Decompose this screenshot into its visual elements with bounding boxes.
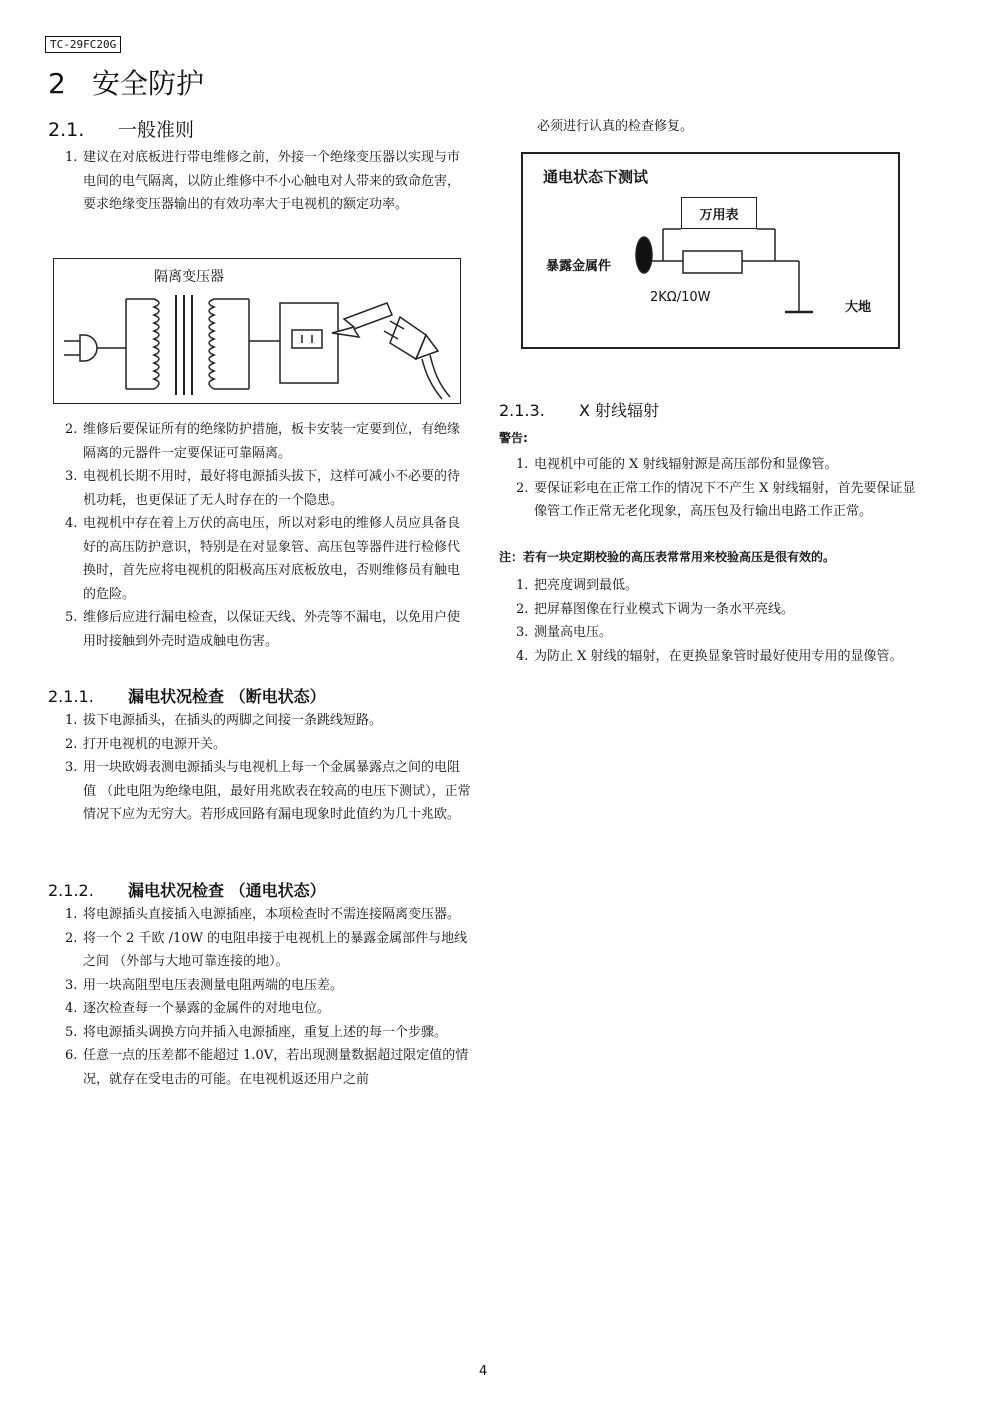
list-item: 3. 用一块高阻型电压表测量电阻两端的电压差。: [65, 977, 344, 993]
outlet-face: [292, 330, 322, 348]
list-item: 3. 用一块欧姆表测电源插头与电视机上每一个金属暴露点之间的电阻值 （此电阻为绝缘电阻，最好用兆欧表在较高的电压下测试），正常情况下应为无穷大。若形成回路有漏电现象时此值约为几十兆欧。: [65, 760, 471, 822]
heading-2-1-3-text: X 射线辐射: [579, 401, 660, 420]
list-item: 1. 建议在对底板进行带电维修之前，外接一个绝缘变压器以实现与市电间的电气隔离，以防止维修中不小心触电对人带来的致命危害，要求绝缘变压器输出的有效功率大于电视机的额定功率。: [65, 150, 461, 212]
section-title: [48, 66, 204, 102]
continuation-text: 必须进行认真的检查修复。: [537, 119, 694, 134]
leak-check-off-list: [65, 709, 472, 827]
transformer-drawing: [54, 259, 460, 403]
list-item: 1. 把亮度调到最低。: [516, 578, 639, 593]
meter-label: 万用表: [699, 208, 739, 223]
list-item: 2. 维修后要保证所有的绝缘防护措施，板卡安装一定要到位，有绝缘隔离的元器件一定要保证可靠隔离。: [65, 422, 461, 461]
transformer-label: 隔离变压器: [154, 269, 224, 285]
isolation-transformer-figure: [53, 258, 461, 404]
ground-label: 大地: [845, 300, 872, 315]
warning-label: 警告:: [499, 431, 528, 445]
secondary-coil: [209, 299, 214, 389]
live-test-title: 通电状态下测试: [543, 168, 649, 186]
list-item: 4. 电视机中存在着上万伏的高电压，所以对彩电的维修人员应具备良好的高压防护意识，特别是在对显象管、高压包等器件进行检修代换时，首先应将电视机的阳极高压对底板放电，否则维修员有触电的危险。: [65, 516, 461, 602]
heading-2-1-2-number: 2.1.2.: [48, 881, 94, 900]
metal-part-label: 暴露金属件: [546, 259, 612, 274]
plug-body: [80, 335, 97, 361]
heading-2-1-2-text: 漏电状况检查 （通电状态）: [128, 881, 326, 900]
xray-steps-list: [516, 574, 926, 668]
heading-2-1-3: [499, 400, 659, 422]
list-item: 4. 为防止 X 射线的辐射，在更换显象管时最好使用专用的显像管。: [516, 648, 903, 664]
live-test-figure: [521, 152, 900, 349]
plug-cord: [430, 355, 450, 397]
metal-part-symbol: [636, 237, 652, 273]
list-item: 4. 逐次检查每一个暴露的金属件的对地电位。: [65, 1001, 331, 1016]
list-item: 5. 将电源插头调换方向并插入电源插座，重复上述的每一个步骤。: [65, 1024, 448, 1040]
list-item: 2. 打开电视机的电源开关。: [65, 736, 227, 752]
heading-2-1: [48, 118, 194, 142]
section-title-text: 安全防护: [92, 67, 205, 100]
heading-2-1-text: 一般准则: [118, 119, 195, 141]
leak-check-on-list: [65, 903, 472, 1091]
list-item: 1. 拔下电源插头，在插头的两脚之间接一条跳线短路。: [65, 713, 383, 728]
plug-pin: [384, 331, 398, 339]
page-number: 4: [479, 1364, 488, 1379]
general-rules-list-b: [65, 418, 472, 653]
list-item: 1. 将电源插头直接插入电源插座，本项检查时不需连接隔离变压器。: [65, 907, 461, 922]
heading-2-1-1-text: 漏电状况检查 （断电状态）: [128, 687, 326, 706]
list-item: 1. 电视机中可能的 X 射线辐射源是高压部份和显像管。: [516, 457, 838, 472]
list-item: 2. 将一个 2 千欧 /10W 的电阻串接于电视机上的暴露金属部件与地线之间 （外部与大地可靠连接的地）。: [65, 930, 468, 969]
heading-2-1-3-number: 2.1.3.: [499, 401, 545, 420]
general-rules-list-a: [65, 146, 472, 217]
plug-tail: [416, 335, 438, 359]
section-number: 2: [48, 67, 66, 100]
heading-2-1-1-number: 2.1.1.: [48, 687, 94, 706]
resistor-symbol: [683, 251, 742, 273]
model-number-box: TC-29FC20G: [45, 36, 121, 53]
meter-box: [681, 197, 757, 229]
list-item: 6. 任意一点的压差都不能超过 1.0V，若出现测量数据超过限定值的情况，就存在受电击的可能。在电视机返还用户之前: [65, 1048, 469, 1087]
note-text: 注：若有一块定期校验的高压表常常用来校验高压是很有效的。: [499, 550, 836, 564]
primary-coil: [154, 299, 159, 389]
plug-in-arrow: [332, 303, 392, 337]
list-item: 2. 要保证彩电在正常工作的情况下不产生 X 射线辐射，首先要保证显像管工作正常无老化现象，高压包及行输出电路工作正常。: [516, 480, 916, 519]
resistor-label: 2KΩ/10W: [650, 290, 711, 305]
heading-2-1-number: 2.1.: [48, 119, 85, 141]
list-item: 5. 维修后应进行漏电检查，以保证天线、外壳等不漏电，以免用户使用时接触到外壳时造成触电伤害。: [65, 610, 461, 649]
heading-2-1-1: [48, 686, 326, 708]
xray-warning-list: [516, 453, 926, 524]
outlet-box: [280, 303, 338, 383]
list-item: 3. 电视机长期不用时，最好将电源插头拔下，这样可减小不必要的待机功耗，也更保证了无人时存在的一个隐患。: [65, 469, 461, 508]
heading-2-1-2: [48, 880, 326, 902]
list-item: 2. 把屏幕图像在行业模式下调为一条水平亮线。: [516, 601, 795, 617]
list-item: 3. 测量高电压。: [516, 625, 613, 640]
